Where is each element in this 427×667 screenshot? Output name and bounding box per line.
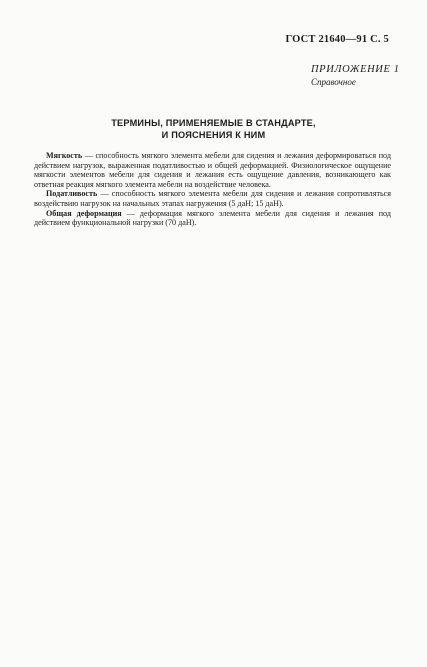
- page-header: ГОСТ 21640—91 С. 5: [285, 34, 389, 45]
- section-title-line-1: ТЕРМИНЫ, ПРИМЕНЯЕМЫЕ В СТАНДАРТЕ,: [111, 118, 316, 128]
- term-name: Податливость: [46, 189, 98, 199]
- term-definition: — деформация мягкого элемента мебели для сидения и лежания под действием функциональной нагрузки (70 даН).: [34, 208, 391, 228]
- appendix-title: ПРИЛОЖЕНИЕ 1: [311, 64, 400, 75]
- section-title: [40, 118, 387, 141]
- term-paragraph-compliance: [34, 189, 391, 208]
- section-title-line-2: И ПОЯСНЕНИЯ К НИМ: [161, 129, 266, 140]
- term-definition: — способность мягкого элемента мебели для сидения и лежания сопротивляться воздействию нагрузок на начальных этапах нагружения (5 даН; 15 даН).: [34, 189, 391, 208]
- term-name: Мягкость: [46, 151, 83, 160]
- appendix-label: [311, 64, 400, 88]
- term-paragraph-total-deformation: [34, 209, 391, 228]
- term-paragraph-softness: [34, 151, 391, 189]
- term-definition: — способность мягкого элемента мебели для сидения и лежания деформироваться под действием нагрузок, выраженная податливостью и общей деформацией. Физиологическое ощущение мягкости элементов мебели для сидения и лежания есть ощущение давления, возникающего как ответная реакция мягкого элемента мебели на воздействие человека.: [34, 151, 391, 189]
- terms-body: [34, 151, 391, 228]
- appendix-subtitle: Справочное: [311, 77, 356, 87]
- term-name: Общая деформация: [46, 208, 122, 218]
